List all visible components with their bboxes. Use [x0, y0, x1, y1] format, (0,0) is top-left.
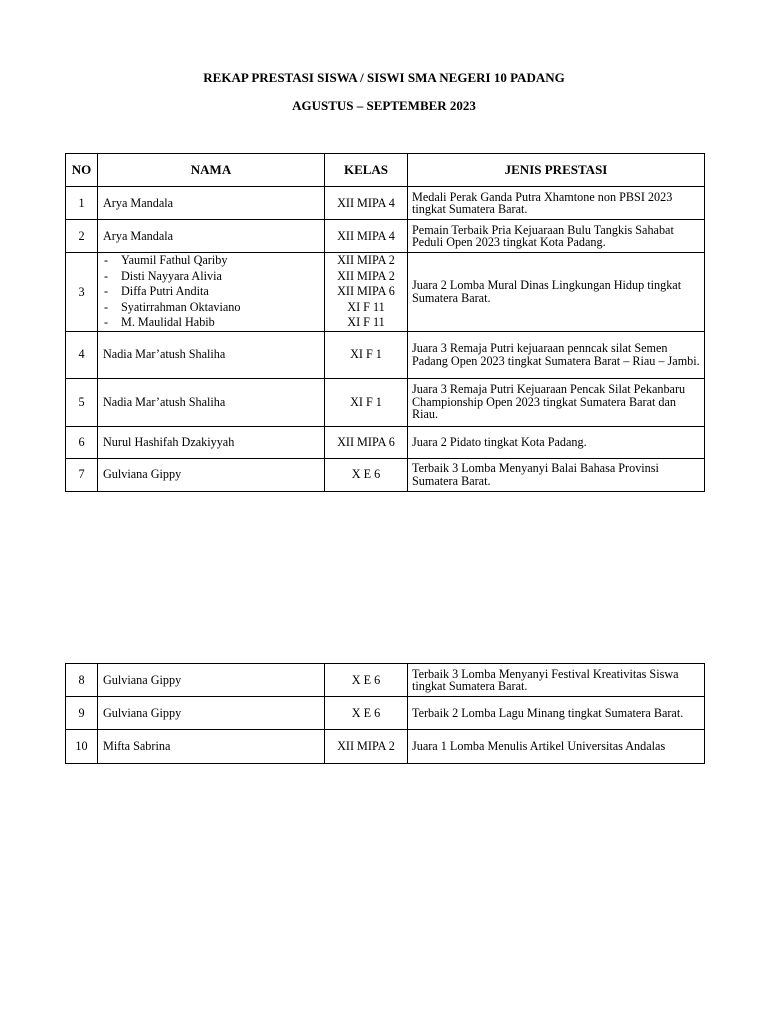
student-name: - Disti Nayyara Alivia [103, 269, 320, 285]
achievement-table-page1 [65, 153, 705, 492]
cell-kelas: XI F 1 [325, 331, 408, 378]
table-row [66, 730, 705, 764]
cell-kelas: XI F 1 [325, 378, 408, 426]
cell-kelas-list [325, 253, 408, 332]
cell-kelas: XII MIPA 6 [325, 426, 408, 458]
cell-nama: Gulviana Gippy [98, 664, 325, 697]
cell-no: 6 [66, 426, 98, 458]
cell-no: 5 [66, 378, 98, 426]
cell-nama: Arya Mandala [98, 187, 325, 220]
cell-no: 9 [66, 697, 98, 730]
cell-nama: Mifta Sabrina [98, 730, 325, 764]
achievement-table-page2 [65, 663, 705, 764]
cell-nama: Gulviana Gippy [98, 697, 325, 730]
column-header-prestasi: JENIS PRESTASI [408, 154, 705, 187]
cell-kelas: XII MIPA 2 [325, 730, 408, 764]
cell-no: 10 [66, 730, 98, 764]
cell-no: 7 [66, 458, 98, 491]
cell-nama: Nadia Mar’atush Shaliha [98, 378, 325, 426]
table-row [66, 697, 705, 730]
cell-no: 2 [66, 220, 98, 253]
cell-prestasi: Juara 1 Lomba Menulis Artikel Universitas Andalas [408, 730, 705, 764]
table-row [66, 458, 705, 491]
table-row [66, 378, 705, 426]
table-row [66, 426, 705, 458]
table-row [66, 253, 705, 332]
student-class: XI F 11 [347, 299, 385, 314]
student-name: - Diffa Putri Andita [103, 284, 320, 300]
cell-prestasi: Terbaik 3 Lomba Menyanyi Balai Bahasa Provinsi Sumatera Barat. [408, 458, 705, 491]
cell-no: 4 [66, 331, 98, 378]
cell-no: 1 [66, 187, 98, 220]
cell-kelas: XII MIPA 4 [325, 187, 408, 220]
cell-kelas: X E 6 [325, 664, 408, 697]
cell-prestasi: Pemain Terbaik Pria Kejuaraan Bulu Tangkis Sahabat Peduli Open 2023 tingkat Kota Padang. [408, 220, 705, 253]
column-header-no: NO [66, 154, 98, 187]
cell-prestasi: Juara 2 Pidato tingkat Kota Padang. [408, 426, 705, 458]
document-period: AGUSTUS – SEPTEMBER 2023 [292, 98, 476, 113]
cell-no: 3 [66, 253, 98, 332]
cell-prestasi: Medali Perak Ganda Putra Xhamtone non PBSI 2023 tingkat Sumatera Barat. [408, 187, 705, 220]
cell-prestasi: Juara 3 Remaja Putri Kejuaraan Pencak Silat Pekanbaru Championship Open 2023 tingkat Sumatera Barat dan Riau. [408, 378, 705, 426]
cell-prestasi: Juara 2 Lomba Mural Dinas Lingkungan Hidup tingkat Sumatera Barat. [408, 253, 705, 332]
student-name: - Syatirrahman Oktaviano [103, 300, 320, 316]
student-class: XII MIPA 6 [337, 284, 395, 298]
table-row [66, 220, 705, 253]
student-class: XII MIPA 2 [337, 268, 395, 283]
cell-nama: Nurul Hashifah Dzakiyyah [98, 426, 325, 458]
student-name: - M. Maulidal Habib [103, 315, 320, 331]
cell-prestasi: Juara 3 Remaja Putri kejuaraan penncak silat Semen Padang Open 2023 tingkat Sumatera Barat – Riau – Jambi. [408, 331, 705, 378]
column-header-kelas: KELAS [325, 154, 408, 187]
table-row [66, 187, 705, 220]
cell-nama: Nadia Mar’atush Shaliha [98, 331, 325, 378]
cell-nama: Gulviana Gippy [98, 458, 325, 491]
student-class: XI F 11 [347, 315, 385, 329]
table-row [66, 331, 705, 378]
column-header-nama: NAMA [98, 154, 325, 187]
cell-kelas: X E 6 [325, 458, 408, 491]
table-header-row [66, 154, 705, 187]
student-class: XII MIPA 2 [337, 253, 395, 267]
cell-nama-list [98, 253, 325, 332]
student-name: - Yaumil Fathul Qariby [103, 253, 320, 269]
cell-kelas: XII MIPA 4 [325, 220, 408, 253]
cell-nama: Arya Mandala [98, 220, 325, 253]
cell-prestasi: Terbaik 2 Lomba Lagu Minang tingkat Sumatera Barat. [408, 697, 705, 730]
table-row [66, 664, 705, 697]
cell-kelas: X E 6 [325, 697, 408, 730]
document-title: REKAP PRESTASI SISWA / SISWI SMA NEGERI 10 PADANG [203, 70, 565, 85]
cell-prestasi: Terbaik 3 Lomba Menyanyi Festival Kreativitas Siswa tingkat Sumatera Barat. [408, 664, 705, 697]
cell-no: 8 [66, 664, 98, 697]
